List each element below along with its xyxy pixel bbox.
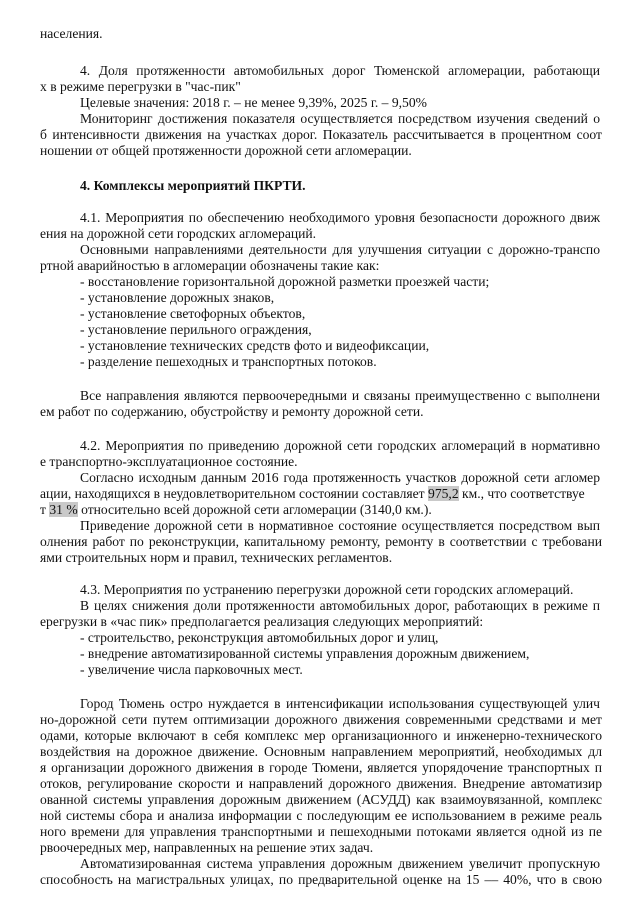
text-line: ения на дорожной сети городских агломераций. — [40, 226, 317, 241]
text-segment: ации, находящихся в неудовлетворительном состоянии составляет — [40, 486, 429, 501]
text-line: ованной системы управления дорожным движением (АСУДД) как взаимоувязанной, комплекс — [40, 792, 602, 807]
text-line: ного времени для управления транспортными и пешеходными потоками является одной из пе — [40, 824, 602, 839]
list-item: - установление технических средств фото и видеофиксации, — [80, 338, 430, 353]
text-line: Согласно исходным данным 2016 года протяженность участков дорожной сети агломер — [80, 470, 600, 485]
text-line: воздействия на дорожное движение. Основным направлением мероприятий, необходимых дл — [40, 744, 602, 759]
list-item: - установление дорожных знаков, — [80, 290, 275, 305]
text-line: населения. — [40, 26, 103, 41]
text-line — [40, 486, 602, 502]
text-line: Город Тюмень остро нуждается в интенсификации использования существующей улич — [80, 696, 600, 711]
text-line: ртной аварийностью в агломерации обозначены такие как: — [40, 258, 380, 273]
list-item: - увеличение числа парковочных мест. — [80, 662, 303, 677]
text-line: рвоочередных мер, направленных на решение этих задач. — [40, 840, 374, 855]
text-line: ерегрузки в «час пик» предполагается реализация следующих мероприятий: — [40, 614, 484, 629]
text-line: Мониторинг достижения показателя осуществляется посредством изучения сведений о — [80, 111, 600, 126]
text-line: е транспортно-эксплуатационное состояние. — [40, 454, 298, 469]
highlighted-value: 31 % — [49, 502, 78, 517]
text-line: Автоматизированная система управления дорожным движением увеличит пропускную — [80, 856, 600, 871]
text-line: одами, которые включают в себя комплекс мер организационного и инженерно-технического — [40, 728, 602, 743]
text-line: Приведение дорожной сети в нормативное состояние осуществляется посредством вып — [80, 518, 600, 533]
text-line: ношении от общей протяженности дорожной сети агломерации. — [40, 143, 412, 158]
text-line: способность на магистральных улицах, по предварительной оценке на 15 –– 40%, что в свою — [40, 872, 602, 887]
text-segment: относительно всей дорожной сети агломерации (3140,0 км.). — [77, 502, 432, 517]
list-item: - установление светофорных объектов, — [80, 306, 306, 321]
text-line: олнения работ по реконструкции, капитальному ремонту, ремонту в соответствии с требовани — [40, 534, 602, 549]
list-item: - разделение пешеходных и транспортных потоков. — [80, 354, 377, 369]
text-line — [40, 502, 602, 518]
text-segment: км., что соответствуе — [458, 486, 585, 501]
list-item: - строительство, реконструкция автомобильных дорог и улиц, — [80, 630, 439, 645]
text-line: я организации дорожного движения в городе Тюмени, является упорядочение транспортных п — [40, 760, 602, 775]
text-line: но-дорожной сети путем оптимизации дорожного движения современными средствами и мет — [40, 712, 602, 727]
text-line: б интенсивности движения на участках дорог. Показатель рассчитывается в процентном соот — [40, 127, 602, 142]
section-heading: 4. Комплексы мероприятий ПКРТИ. — [80, 178, 306, 193]
text-line: ной системы сбора и анализа информации с последующим ее использованием в режиме реаль — [40, 808, 602, 823]
text-segment: т — [40, 502, 50, 517]
text-line: х в режиме перегрузки в "час-пик" — [40, 79, 241, 94]
list-item: - внедрение автоматизированной системы управления дорожным движением, — [80, 646, 530, 661]
list-item: - восстановление горизонтальной дорожной разметки проезжей части; — [80, 274, 490, 289]
text-line: 4. Доля протяженности автомобильных дорог Тюменской агломерации, работающи — [80, 63, 600, 78]
text-line: Основными направлениями деятельности для улучшения ситуации с дорожно-транспо — [80, 242, 600, 257]
text-line: 4.2. Мероприятия по приведению дорожной сети городских агломераций в нормативно — [80, 438, 600, 453]
text-line: Целевые значения: 2018 г. – не менее 9,39%, 2025 г. – 9,50% — [80, 95, 427, 110]
list-item: - установление перильного ограждения, — [80, 322, 312, 337]
text-line: ем работ по содержанию, обустройству и ремонту дорожной сети. — [40, 404, 424, 419]
text-line: отоков, регулирование скорости и направлений дорожного движения. Внедрение автоматизир — [40, 776, 602, 791]
text-line: 4.3. Мероприятия по устранению перегрузки дорожной сети городских агломераций. — [80, 582, 574, 597]
text-line: В целях снижения доли протяженности автомобильных дорог, работающих в режиме п — [80, 598, 600, 613]
text-line: ями строительных норм и правил, технических регламентов. — [40, 550, 393, 565]
text-line: 4.1. Мероприятия по обеспечению необходимого уровня безопасности дорожного движ — [80, 210, 600, 225]
text-line: Все направления являются первоочередными и связаны преимущественно с выполнени — [80, 388, 600, 403]
highlighted-value: 975,2 — [428, 486, 459, 501]
